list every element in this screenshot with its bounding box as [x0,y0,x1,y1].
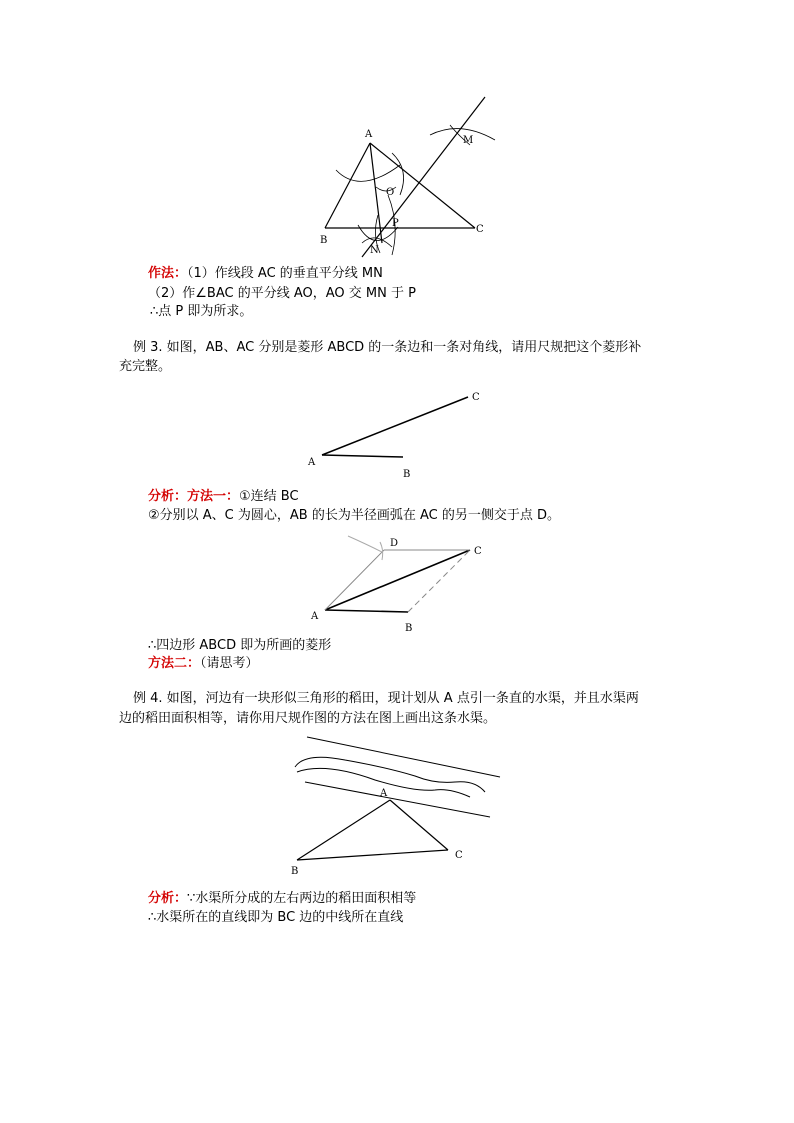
example4-analysis-line2: ∴水渠所在的直线即为 BC 边的中线所在直线 [148,910,404,925]
example3-conclusion: ∴四边形 ABCD 即为所画的菱形 [148,638,332,653]
label-m: M [463,135,474,146]
example4-analysis-text: ∵水渠所分成的左右两边的稻田面积相等 [187,891,417,906]
segment-ac [322,397,468,455]
figure-rhombus [300,528,500,638]
method-label: 作法： [148,266,188,281]
analysis-label: 分析：方法一： [148,489,240,504]
example4-analysis-label: 分析： [148,891,188,906]
side-ac [370,143,475,228]
side-ad [325,550,384,610]
example4-analysis-line1 [148,890,416,908]
arc-a [336,165,400,181]
arc-from-a [348,536,382,552]
method2-label: 方法二： [148,656,201,671]
figure-river-field [285,732,505,882]
side-bc [408,550,470,612]
side-ab [325,143,370,228]
label-o: O [386,187,395,198]
label-d: D [390,538,399,549]
label-c: C [472,392,480,403]
method-step1 [148,265,383,283]
segment-ab [322,455,403,457]
label-b: B [405,623,413,634]
example3-line1: 例 3. 如图，AB、AC 分别是菱形 ABCD 的一条边和一条对角线，请用尺规把这个菱形补 [133,340,642,355]
example4-line1: 例 4. 如图，河边有一块形似三角形的稻田，现计划从 A 点引一条直的水渠，并且水渠两 [133,691,639,706]
label-p: P [392,218,399,229]
method-step1-text: （1）作线段 AC 的垂直平分线 MN [187,266,383,281]
label-c: C [476,224,484,235]
river-wave-1 [295,757,485,792]
figure-triangle-construction [300,95,510,260]
method2-text: （请思考） [200,656,259,671]
label-a: A [380,788,388,799]
label-b: B [291,866,299,877]
riverbank-bottom [305,782,490,817]
side-ab [325,610,408,612]
analysis-step1-text: ①连结 BC [239,489,299,504]
analysis-step2: ②分别以 A、C 为圆心，AB 的长为半径画弧在 AC 的另一侧交于点 D。 [148,508,560,523]
method2-line [148,655,259,673]
label-a: A [365,129,373,140]
label-b: B [403,469,411,480]
label-n: N [370,245,379,256]
label-b: B [320,235,328,246]
method-step2: （2）作∠BAC 的平分线 AO，AO 交 MN 于 P [148,286,416,301]
method-conclusion: ∴点 P 即为所求。 [150,304,253,319]
label-a: A [311,611,319,622]
example3-line2: 充完整。 [119,359,172,374]
diagonal-ac [325,550,470,610]
label-a: A [308,457,316,468]
riverbank-top [307,737,500,777]
field-side-ab [297,800,390,860]
label-c: C [455,850,463,861]
field-side-bc [297,850,448,860]
analysis-step1 [148,488,299,506]
example4-line2: 边的稻田面积相等，请你用尺规作图的方法在图上画出这条水渠。 [119,711,497,726]
figure-ab-ac [300,385,500,485]
label-c: C [474,546,482,557]
